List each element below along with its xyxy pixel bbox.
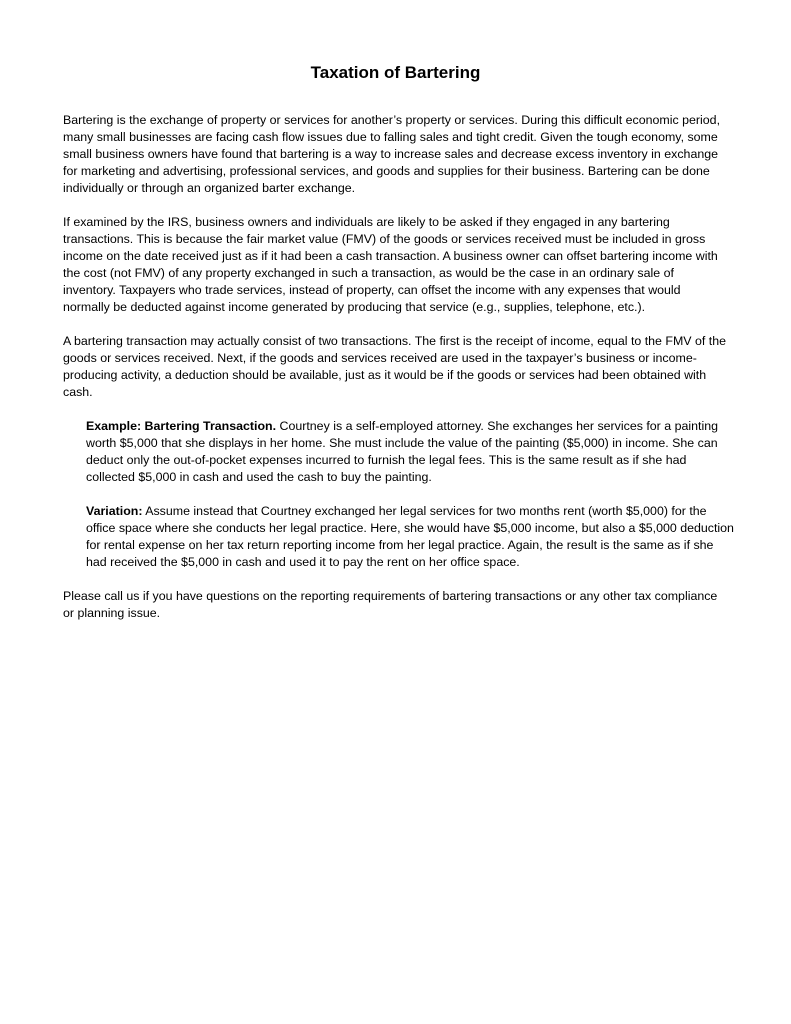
- example-paragraph: [86, 418, 736, 486]
- intro-paragraph: Bartering is the exchange of property or services for another’s property or services. During this difficult economic period, many small businesses are facing cash flow issues due to falling sales and tight credit. Given the tough economy, some small business owners have found that bartering is a way to increase sales and decrease excess inventory in exchange for marketing and advertising, professional services, and goods and supplies for their business. Bartering can be done individually or through an organized barter exchange.: [63, 113, 721, 195]
- document-body: [63, 112, 734, 639]
- example-text: Courtney is a self-employed attorney. She exchanges her services for a painting worth $5,000 that she displays in her home. She must include the value of the painting ($5,000) in income. She can deduct only the out-of-pocket expenses incurred to furnish the legal fees. This is the same result as if she had collected $5,000 in cash and used the cash to buy the painting.: [86, 419, 718, 484]
- page-title: Taxation of Bartering: [310, 63, 481, 82]
- variation-text: Assume instead that Courtney exchanged her legal services for two months rent (worth $5,000) for the office space where she conducts her legal practice. Here, she would have $5,000 income, but also a $5,000 deduction for rental expense on her tax return reporting income from her legal practice. Again, the result is the same as if she had received the $5,000 in cash and used it to pay the rent on her office space.: [86, 504, 734, 569]
- variation-heading: Variation:: [86, 504, 143, 518]
- two-transactions-paragraph: A bartering transaction may actually consist of two transactions. The first is the receipt of income, equal to the FMV of the goods or services received. Next, if the goods and services received are used in the taxpayer’s business or income-producing activity, a deduction should be available, just as it would be if the goods or services had been obtained with cash.: [63, 334, 726, 399]
- variation-paragraph: [86, 503, 736, 571]
- irs-paragraph: If examined by the IRS, business owners and individuals are likely to be asked if they engaged in any bartering transactions. This is because the fair market value (FMV) of the goods or services received must be included in gross income on the date received just as if it had been a cash transaction. A business owner can offset bartering income with the cost (not FMV) of any property exchanged in such a transaction, as would be the case in an ordinary sale of inventory. Taxpayers who trade services, instead of property, can offset the income with any expenses that would normally be deducted against income generated by producing that service (e.g., supplies, telephone, etc.).: [63, 215, 718, 314]
- example-heading: Example: Bartering Transaction.: [86, 419, 277, 433]
- closing-paragraph: Please call us if you have questions on the reporting requirements of bartering transactions or any other tax compliance or planning issue.: [63, 589, 718, 620]
